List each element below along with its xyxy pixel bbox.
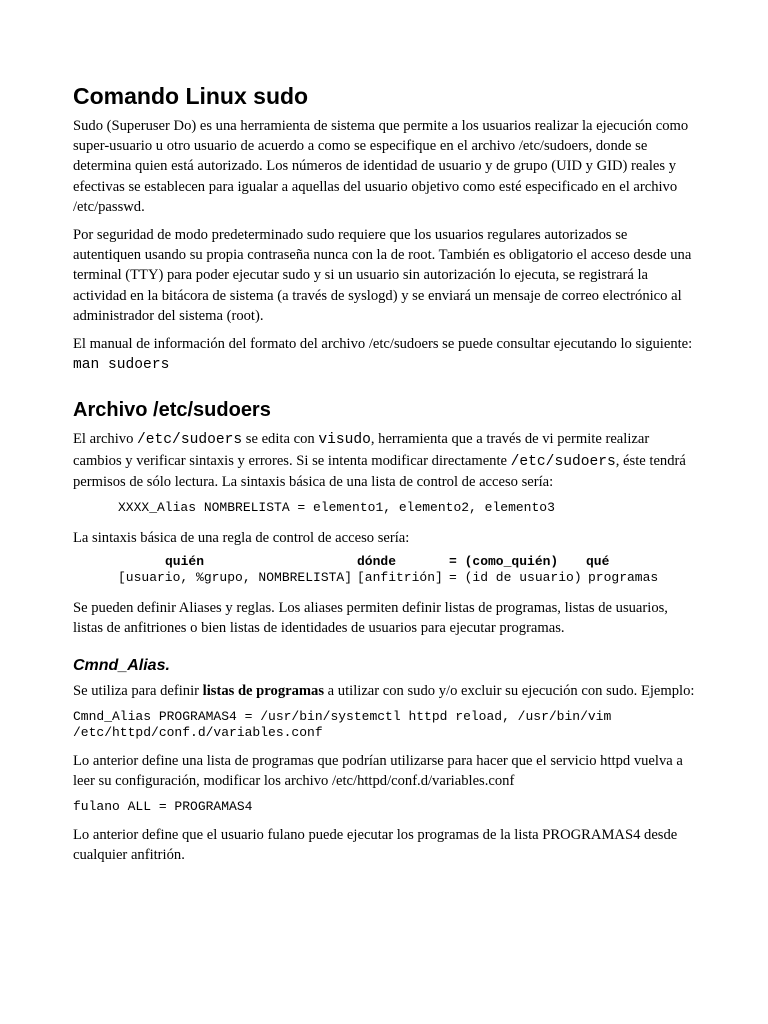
intro-p3-text: El manual de información del formato del archivo /etc/sudoers se puede consultar ejecutando lo siguiente: <box>73 336 693 353</box>
cmnd-alias-example-2: fulano ALL = PROGRAMAS4 <box>73 799 253 815</box>
cmnd-alias-paragraph-3: Lo anterior define que el usuario fulano puede ejecutar los programas de la lista PROGRAMAS4 desde cualquier anfitrión. <box>73 827 678 864</box>
rule-header-where: dónde <box>357 554 397 570</box>
rule-row-where: [anfitrión] <box>357 570 443 586</box>
sudoers-paragraph-1 <box>73 429 695 492</box>
visudo-code: visudo <box>318 432 371 449</box>
rule-syntax-header <box>118 554 695 570</box>
rule-syntax-block <box>118 554 695 586</box>
rule-header-who: quién <box>165 554 205 570</box>
intro-paragraph-3 <box>73 334 695 375</box>
sudoers-p1-text-c: , herramienta que a través de vi permite realizar cambios y verificar sintaxis y errores. Si se intenta modificar directamente <box>73 431 650 469</box>
cmnd-p1-text-a: Se utiliza para definir <box>73 682 203 699</box>
cmnd-alias-example-1 <box>73 709 695 741</box>
sudoers-heading: Archivo /etc/sudoers <box>73 399 271 422</box>
cmnd-p1-text-b: a utilizar con sudo y/o excluir su ejecución con sudo. Ejemplo: <box>324 682 695 699</box>
rule-header-as-who: = (como_quién) <box>449 554 559 570</box>
sudoers-p1-text-b: se edita con <box>242 431 319 448</box>
sudoers-p1-text-a: El archivo <box>73 431 138 448</box>
example1-line-1: Cmnd_Alias PROGRAMAS4 = /usr/bin/systemctl httpd reload, /usr/bin/vim <box>73 708 612 724</box>
page-title: Comando Linux sudo <box>73 83 309 109</box>
sudoers-path-code-2: /etc/sudoers <box>510 453 616 470</box>
cmnd-alias-paragraph-1 <box>73 681 695 701</box>
rule-row-as-who: = (id de usuario) <box>449 570 582 586</box>
sudoers-paragraph-3: Se pueden definir Aliases y reglas. Los aliases permiten definir listas de programas, listas de usuarios, listas de anfitriones o bien listas de identidades de usuarios para ejecutar programas. <box>73 600 668 637</box>
sudoers-p1-text-d: , éste tendrá permisos de sólo lectura. La sintaxis básica de una lista de control de acceso sería: <box>73 452 686 490</box>
rule-header-what: qué <box>586 554 610 570</box>
sudoers-path-code: /etc/sudoers <box>137 432 243 449</box>
rule-row-what: programas <box>588 570 659 586</box>
intro-paragraph-2: Por seguridad de modo predeterminado sudo requiere que los usuarios regulares autorizados se autentiquen usando su propia contraseña nunca con la de root. También es obligatorio el acceso desde una terminal (TTY) para poder ejecutar sudo y si un usuario sin autorización lo ejecuta, se registrará la actividad en la bitácora de sistema (a través de syslogd) y se enviará un mensaje de correo electrónico al administrador del sistema (root). <box>73 227 692 324</box>
document-page <box>73 82 695 874</box>
cmnd-p1-bold: listas de programas <box>202 682 325 699</box>
acl-syntax-code: XXXX_Alias NOMBRELISTA = elemento1, elemento2, elemento3 <box>118 500 555 516</box>
example1-line-2: /etc/httpd/conf.d/variables.conf <box>73 724 323 740</box>
cmnd-alias-heading: Cmnd_Alias. <box>73 656 170 674</box>
cmnd-alias-paragraph-2: Lo anterior define una lista de programas que podrían utilizarse para hacer que el servicio httpd vuelva a leer su configuración, modificar los archivo /etc/httpd/conf.d/variables.conf <box>73 752 683 790</box>
rule-row-who: [usuario, %grupo, NOMBRELISTA] <box>118 570 353 586</box>
intro-paragraph-1: Sudo (Superuser Do) es una herramienta de sistema que permite a los usuarios realizar la ejecución como super-usuario u otro usuario de acuerdo a como se especifique en el archivo /etc/sudoers, donde se determina quien está autorizado. Los números de identidad de usuario y de grupo (UID y GID) reales y efectivas se establecen para igualar a aquellas del usuario objetivo como esté especificado en el archivo /etc/passwd. <box>73 118 689 215</box>
sudoers-paragraph-2: La sintaxis básica de una regla de control de acceso sería: <box>73 530 410 547</box>
man-sudoers-command: man sudoers <box>73 357 170 374</box>
rule-syntax-row <box>118 570 695 586</box>
